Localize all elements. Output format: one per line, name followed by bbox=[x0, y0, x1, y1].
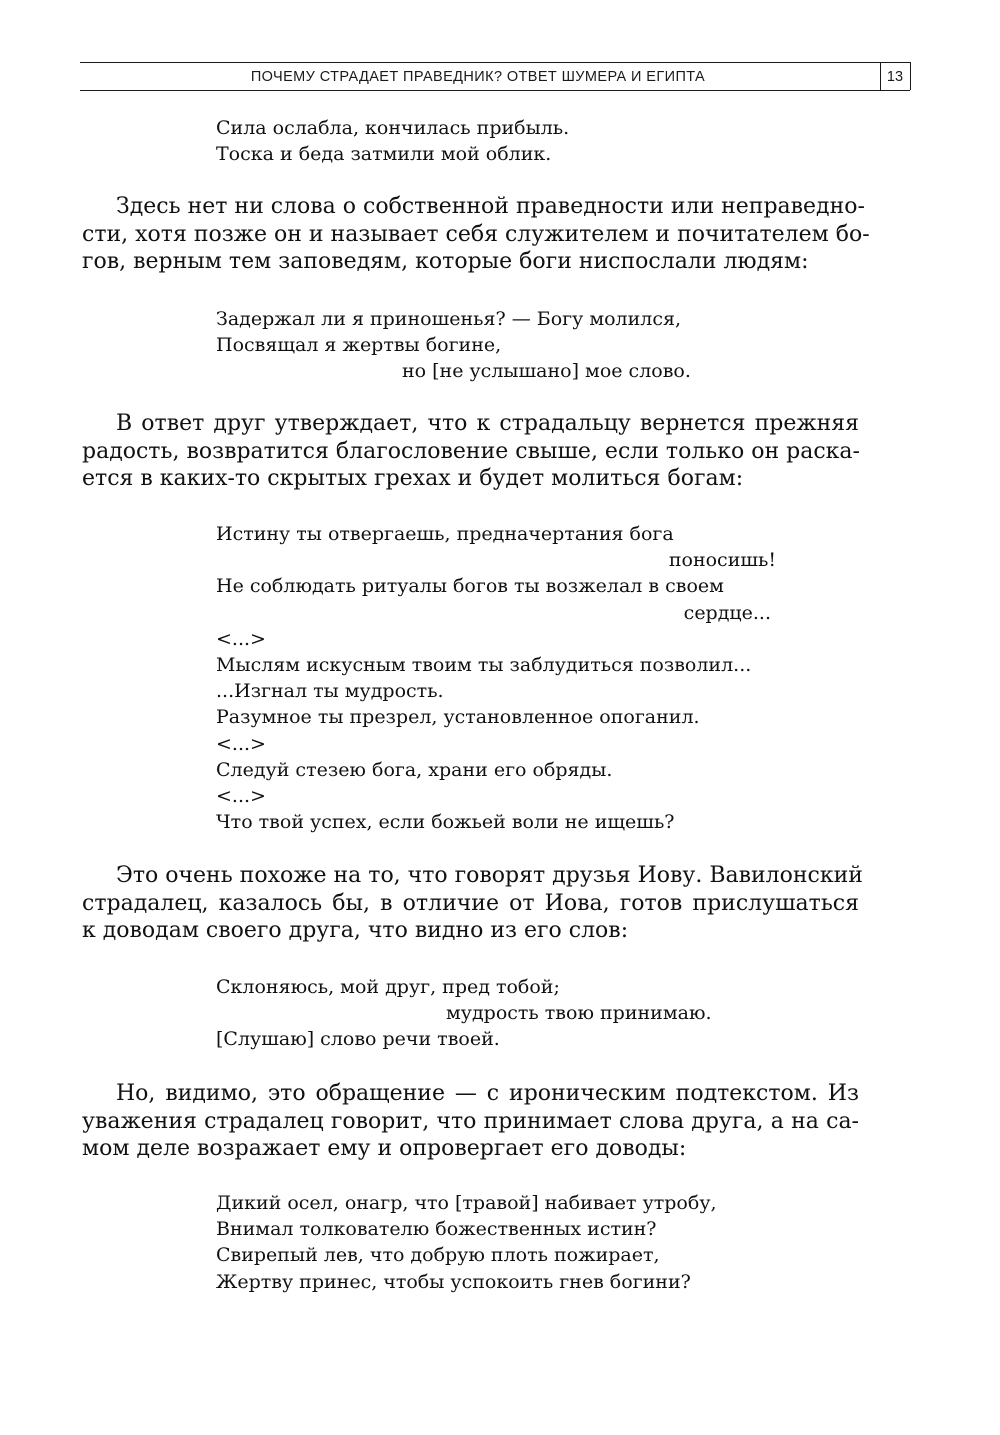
paragraph-line: мом деле возражает ему и опровергает его доводы: bbox=[82, 1136, 687, 1161]
running-header-title: ПОЧЕМУ СТРАДАЕТ ПРАВЕДНИК? ОТВЕТ ШУМЕРА И ЕГИПТА bbox=[250, 69, 706, 85]
verse-line: Сила ослабла, кончилась прибыль. bbox=[216, 117, 570, 139]
verse-line: Внимал толкователю божественных истин? bbox=[216, 1218, 657, 1241]
paragraph-line: к доводам своего друга, что видно из его слов: bbox=[82, 918, 629, 943]
verse-line: Что твой успех, если божьей воли не ищешь? bbox=[216, 811, 675, 834]
paragraph-line: уважения страдалец говорит, что принимает слова друга, а на са- bbox=[82, 1108, 859, 1134]
paragraph-line: ется в каких-то скрытых грехах и будет молиться богам: bbox=[82, 466, 744, 491]
paragraph-1 bbox=[82, 193, 870, 276]
verse-line: ...Изгнал ты мудрость. bbox=[216, 680, 444, 703]
verse-line: Тоска и беда затмили мой облик. bbox=[216, 143, 552, 166]
verse-line: Склоняюсь, мой друг, пред тобой; bbox=[216, 976, 560, 998]
page-number: 13 bbox=[886, 69, 904, 85]
verse-line: <...> bbox=[216, 732, 266, 755]
header-rule-bottom bbox=[80, 90, 910, 91]
verse-line: Истину ты отвергаешь, предначертания бога bbox=[216, 523, 674, 545]
verse-line: Жертву принес, чтобы успокоить гнев богини? bbox=[216, 1270, 691, 1293]
paragraph-line: страдалец, казалось бы, в отличие от Иова, готов прислушаться bbox=[82, 890, 859, 916]
verse-line: Следуй стезею бога, храни его обряды. bbox=[216, 758, 613, 781]
paragraph-3 bbox=[82, 862, 863, 945]
paragraph-4 bbox=[82, 1080, 859, 1163]
paragraph-line: Здесь нет ни слова о собственной праведности или неправедно- bbox=[116, 194, 865, 219]
paragraph-line: сти, хотя позже он и называет себя служителем и почитателем бо- bbox=[82, 221, 870, 247]
verse-line: <...> bbox=[216, 784, 266, 807]
verse-block-3 bbox=[216, 521, 786, 835]
verse-line: Разумное ты презрел, установленное опоганил. bbox=[216, 706, 700, 729]
header-divider-right bbox=[910, 62, 911, 90]
verse-line: Мыслям искусным твоим ты заблудиться позволил... bbox=[216, 653, 752, 676]
verse-line: сердце... bbox=[683, 601, 771, 624]
verse-block-5 bbox=[216, 1190, 786, 1295]
verse-line: <...> bbox=[216, 627, 266, 650]
paragraph-line: В ответ друг утверждает, что к страдальцу вернется прежняя bbox=[116, 411, 859, 436]
verse-block-4 bbox=[216, 974, 786, 1053]
verse-line: поносишь! bbox=[668, 549, 776, 572]
verse-line: мудрость твою принимаю. bbox=[446, 1002, 712, 1025]
verse-block-2 bbox=[216, 306, 786, 385]
verse-line: Задержал ли я приношенья? — Богу молился, bbox=[216, 308, 682, 330]
verse-line: но [не услышано] мое слово. bbox=[402, 360, 691, 383]
paragraph-line: Это очень похоже на то, что говорят друзья Иову. Вавилонский bbox=[116, 863, 863, 888]
verse-line: Дикий осел, онагр, что [травой] набивает утробу, bbox=[216, 1192, 717, 1214]
header-rule-top bbox=[80, 62, 910, 63]
paragraph-line: Но, видимо, это обращение — с ироническим подтекстом. Из bbox=[116, 1081, 859, 1106]
verse-line: Посвящал я жертвы богине, bbox=[216, 334, 502, 357]
paragraph-2 bbox=[82, 410, 859, 493]
paragraph-line: гов, верным тем заповедям, которые боги ниспослали людям: bbox=[82, 249, 809, 274]
verse-line: [Слушаю] слово речи твоей. bbox=[216, 1028, 500, 1051]
paragraph-line: радость, возвратится благословение свыше, если только он раска- bbox=[82, 438, 860, 464]
verse-line: Не соблюдать ритуалы богов ты возжелал в своем bbox=[216, 575, 724, 598]
verse-line: Свирепый лев, что добрую плоть пожирает, bbox=[216, 1244, 660, 1267]
verse-block-1 bbox=[216, 115, 786, 167]
